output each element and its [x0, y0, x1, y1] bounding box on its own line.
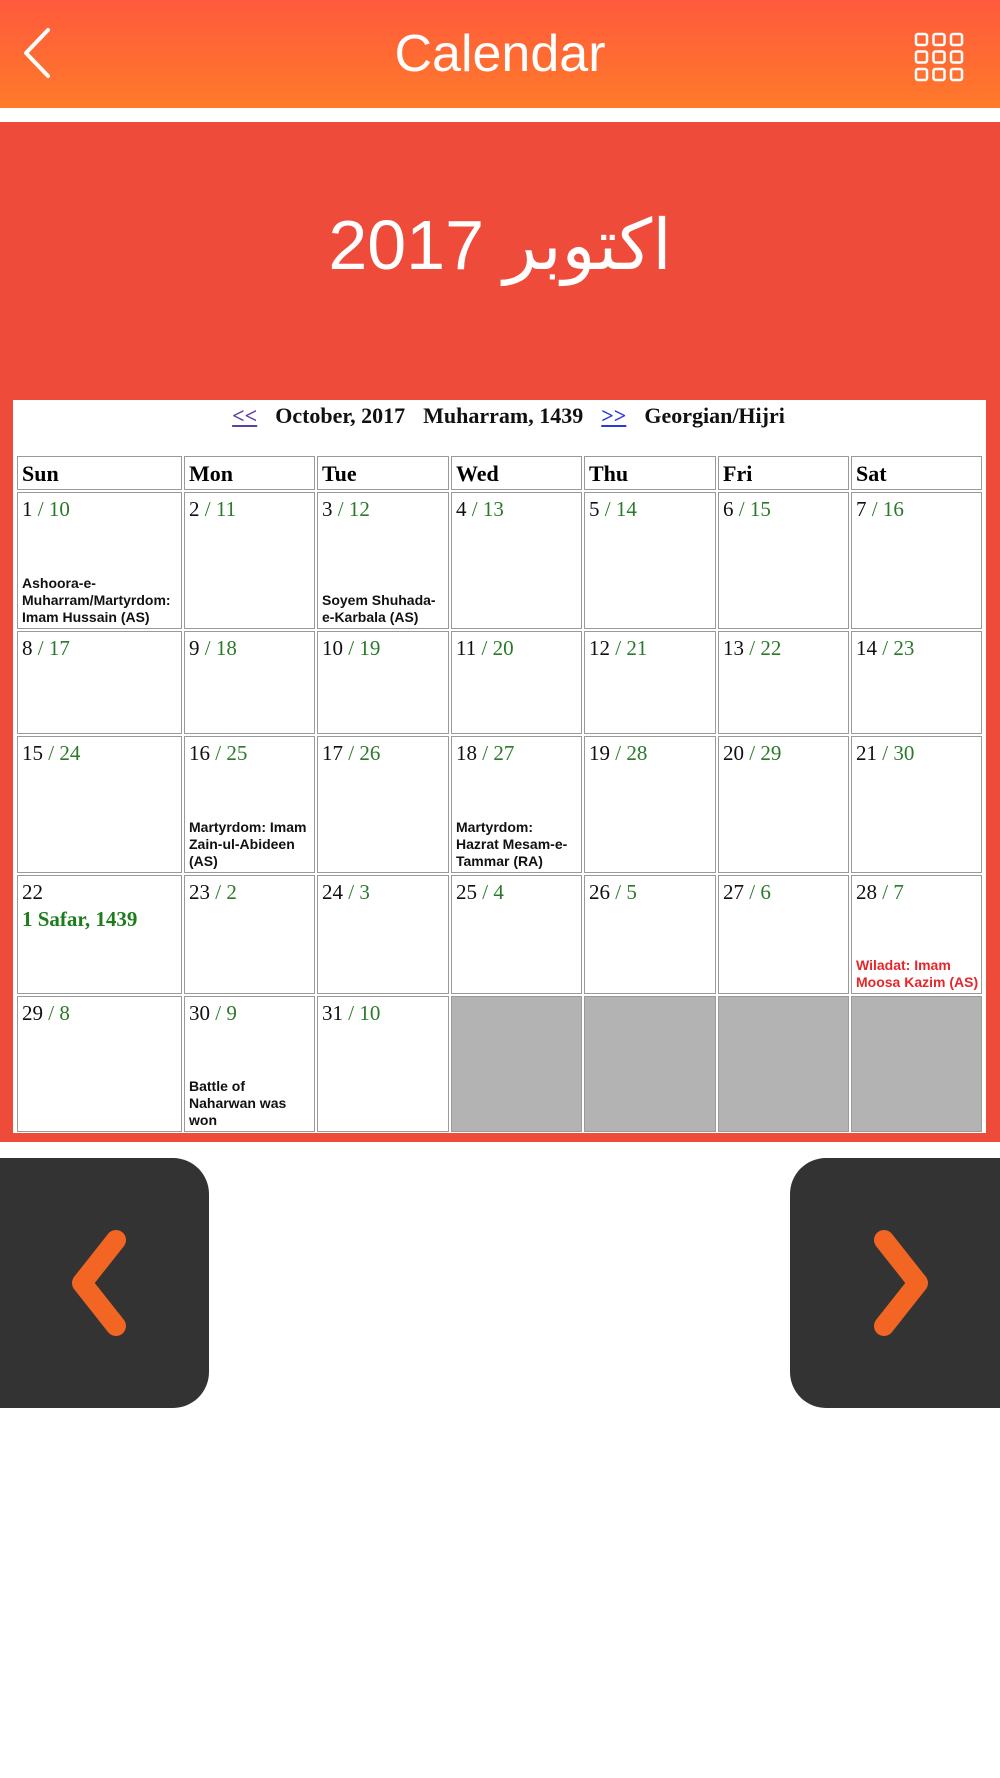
gregorian-date: 11	[456, 636, 477, 660]
gregorian-date: 5	[589, 497, 600, 521]
gregorian-date: 29	[22, 1001, 43, 1025]
day-number: 30 / 9	[189, 1001, 237, 1025]
gregorian-date: 27	[723, 880, 744, 904]
day-cell[interactable]	[184, 996, 315, 1132]
weekday-header: Fri	[718, 456, 849, 490]
weekday-row	[17, 456, 982, 490]
day-event: Martyrdom: Hazrat Mesam-e-Tammar (RA)	[456, 819, 568, 869]
gregorian-date: 9	[189, 636, 200, 660]
next-month-link[interactable]: >>	[601, 403, 627, 428]
hijri-date: 14	[615, 497, 637, 521]
weekday-header: Tue	[317, 456, 449, 490]
top-bar	[0, 0, 1000, 108]
hijri-date: 26	[359, 741, 381, 765]
calendar-week-row	[17, 631, 982, 734]
gregorian-date: 15	[22, 741, 43, 765]
hijri-date: 4	[493, 880, 504, 904]
calendar-week-row	[17, 996, 982, 1132]
day-number: 11 / 20	[456, 636, 514, 660]
day-cell[interactable]	[584, 736, 716, 873]
day-cell[interactable]	[317, 631, 449, 734]
gregorian-date: 26	[589, 880, 610, 904]
hijri-date: 8	[59, 1001, 70, 1025]
day-number: 27 / 6	[723, 880, 771, 904]
hijri-date: 12	[348, 497, 370, 521]
calendar-week-row	[17, 492, 982, 629]
empty-day-cell	[451, 996, 582, 1132]
calendar-week-row	[17, 736, 982, 873]
calendar-grid	[15, 454, 984, 1134]
weekday-header: Mon	[184, 456, 315, 490]
day-number: 10 / 19	[322, 636, 381, 660]
day-cell[interactable]	[584, 631, 716, 734]
menu-grid-button[interactable]	[914, 32, 964, 82]
day-number: 28 / 7	[856, 880, 904, 904]
gregorian-date: 19	[589, 741, 610, 765]
day-number: 25 / 4	[456, 880, 504, 904]
hijri-date: 7	[893, 880, 904, 904]
month-title: اکتوبر 2017	[328, 206, 672, 284]
day-number: 13 / 22	[723, 636, 782, 660]
hijri-date: 13	[482, 497, 504, 521]
calendar-header	[13, 400, 986, 440]
hijri-date: 24	[59, 741, 81, 765]
gregorian-date: 22	[22, 880, 43, 904]
day-cell[interactable]	[184, 875, 315, 994]
calendar-mode: Georgian/Hijri	[644, 403, 785, 428]
hijri-date: 28	[626, 741, 648, 765]
gregorian-date: 18	[456, 741, 477, 765]
day-cell[interactable]	[451, 631, 582, 734]
page-title: Calendar	[394, 25, 606, 83]
day-number: 9 / 18	[189, 636, 237, 660]
day-cell[interactable]	[851, 492, 982, 629]
day-cell[interactable]	[718, 631, 849, 734]
day-cell[interactable]	[17, 875, 182, 994]
day-cell[interactable]	[851, 736, 982, 873]
day-number	[22, 880, 177, 932]
day-cell[interactable]	[851, 631, 982, 734]
grid-icon	[914, 32, 964, 82]
day-number: 12 / 21	[589, 636, 648, 660]
empty-day-cell	[584, 996, 716, 1132]
chevron-right-icon	[790, 1158, 1000, 1408]
day-number: 31 / 10	[322, 1001, 381, 1025]
day-cell[interactable]	[17, 996, 182, 1132]
day-cell[interactable]	[317, 996, 449, 1132]
day-event: Soyem Shuhada-e-Karbala (AS)	[322, 592, 436, 625]
day-event: Ashoora-e-Muharram/Martyrdom: Imam Hussain (AS)	[22, 575, 171, 625]
empty-day-cell	[851, 996, 982, 1132]
prev-month-button[interactable]	[0, 1158, 209, 1408]
hijri-date: 29	[760, 741, 782, 765]
gregorian-date: 1	[22, 497, 33, 521]
day-cell[interactable]	[317, 875, 449, 994]
day-number: 3 / 12	[322, 497, 370, 521]
hijri-date: 18	[215, 636, 237, 660]
day-cell[interactable]	[451, 736, 582, 873]
day-number: 4 / 13	[456, 497, 504, 521]
day-cell[interactable]	[184, 492, 315, 629]
gregorian-date: 31	[322, 1001, 343, 1025]
day-event: Wiladat: Imam Moosa Kazim (AS)	[856, 957, 979, 990]
day-cell[interactable]	[184, 631, 315, 734]
gregorian-date: 28	[856, 880, 877, 904]
day-number: 8 / 17	[22, 636, 70, 660]
gregorian-date: 21	[856, 741, 877, 765]
day-number: 7 / 16	[856, 497, 904, 521]
day-cell[interactable]	[184, 736, 315, 873]
gregorian-month: October, 2017	[275, 403, 406, 428]
weekday-header: Wed	[451, 456, 582, 490]
day-number: 29 / 8	[22, 1001, 70, 1025]
day-number: 1 / 10	[22, 497, 70, 521]
gregorian-date: 3	[322, 497, 333, 521]
day-number: 14 / 23	[856, 636, 915, 660]
day-number: 17 / 26	[322, 741, 381, 765]
day-event: Battle of Naharwan was won	[189, 1078, 287, 1128]
gregorian-date: 25	[456, 880, 477, 904]
day-cell[interactable]	[718, 736, 849, 873]
gregorian-date: 13	[723, 636, 744, 660]
chevron-left-icon	[0, 1158, 209, 1408]
empty-day-cell	[718, 996, 849, 1132]
gregorian-date: 10	[322, 636, 343, 660]
weekday-header: Sat	[851, 456, 982, 490]
day-cell[interactable]	[17, 492, 182, 629]
hijri-date: 10	[48, 497, 70, 521]
day-number: 16 / 25	[189, 741, 248, 765]
hijri-date: 10	[359, 1001, 381, 1025]
hijri-date: 23	[893, 636, 915, 660]
day-cell[interactable]	[317, 736, 449, 873]
day-number: 26 / 5	[589, 880, 637, 904]
gregorian-date: 16	[189, 741, 210, 765]
hijri-month-start: 1 Safar, 1439	[22, 907, 138, 931]
hijri-date: 21	[626, 636, 648, 660]
gregorian-date: 4	[456, 497, 467, 521]
gregorian-date: 20	[723, 741, 744, 765]
day-number: 5 / 14	[589, 497, 637, 521]
gregorian-date: 24	[322, 880, 343, 904]
hijri-date: 6	[760, 880, 771, 904]
hijri-date: 27	[493, 741, 515, 765]
gregorian-date: 8	[22, 636, 33, 660]
day-number: 2 / 11	[189, 497, 237, 521]
hijri-date: 2	[226, 880, 237, 904]
hijri-date: 9	[226, 1001, 237, 1025]
day-cell[interactable]	[451, 492, 582, 629]
calendar-week-row	[17, 875, 982, 994]
hijri-date: 3	[359, 880, 370, 904]
day-cell[interactable]	[17, 736, 182, 873]
day-number: 21 / 30	[856, 741, 915, 765]
gregorian-date: 30	[189, 1001, 210, 1025]
gregorian-date: 14	[856, 636, 877, 660]
gregorian-date: 17	[322, 741, 343, 765]
prev-month-link[interactable]: <<	[232, 403, 258, 428]
next-month-button[interactable]	[790, 1158, 1000, 1408]
hijri-date: 5	[626, 880, 637, 904]
weekday-header: Sun	[17, 456, 182, 490]
hijri-month: Muharram, 1439	[423, 403, 584, 428]
hijri-date: 30	[893, 741, 915, 765]
gregorian-date: 7	[856, 497, 867, 521]
day-cell[interactable]	[451, 875, 582, 994]
gregorian-date: 6	[723, 497, 734, 521]
hijri-date: 11	[215, 497, 237, 521]
hijri-date: 25	[226, 741, 248, 765]
hijri-date: 15	[749, 497, 771, 521]
hijri-date: 17	[48, 636, 70, 660]
day-event: Martyrdom: Imam Zain-ul-Abideen (AS)	[189, 819, 307, 869]
weekday-header: Thu	[584, 456, 716, 490]
day-cell[interactable]	[718, 875, 849, 994]
gregorian-date: 12	[589, 636, 610, 660]
day-number: 18 / 27	[456, 741, 515, 765]
day-number: 24 / 3	[322, 880, 370, 904]
calendar-view	[13, 400, 986, 1133]
hijri-date: 20	[492, 636, 514, 660]
day-number: 23 / 2	[189, 880, 237, 904]
day-cell[interactable]	[718, 492, 849, 629]
gregorian-date: 23	[189, 880, 210, 904]
day-number: 15 / 24	[22, 741, 81, 765]
day-number: 6 / 15	[723, 497, 771, 521]
hijri-date: 19	[359, 636, 381, 660]
day-cell[interactable]	[17, 631, 182, 734]
gregorian-date: 2	[189, 497, 200, 521]
day-cell[interactable]	[851, 875, 982, 994]
day-number: 20 / 29	[723, 741, 782, 765]
day-number: 19 / 28	[589, 741, 648, 765]
hijri-date: 22	[760, 636, 782, 660]
day-cell[interactable]	[317, 492, 449, 629]
month-banner	[0, 122, 1000, 1142]
day-cell[interactable]	[584, 875, 716, 994]
day-cell[interactable]	[584, 492, 716, 629]
hijri-date: 16	[882, 497, 904, 521]
